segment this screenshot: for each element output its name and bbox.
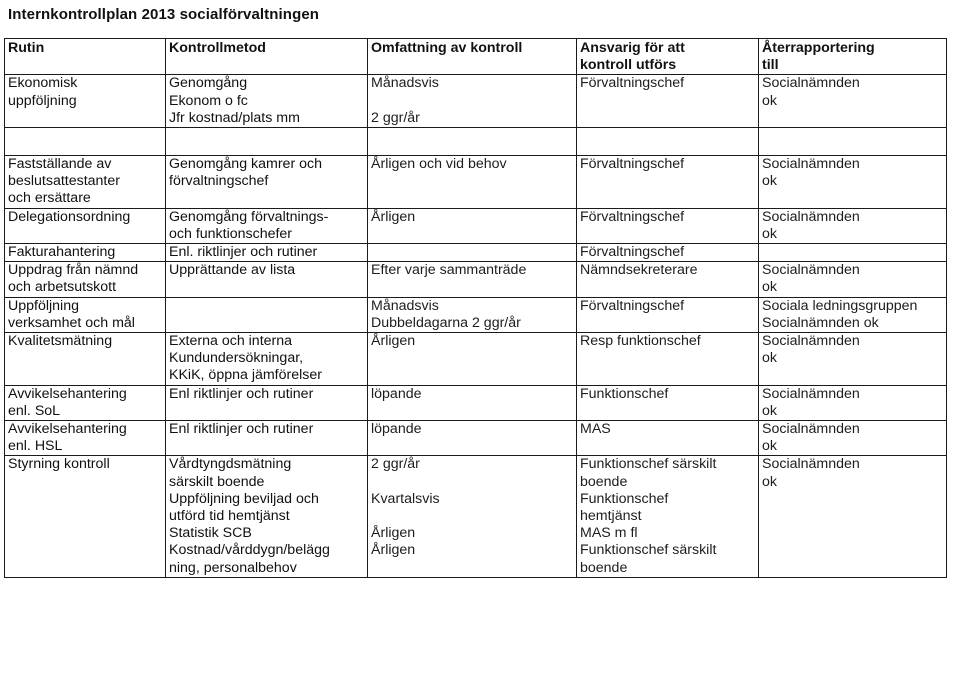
table-row — [5, 456, 947, 577]
cell-text: ok — [762, 173, 777, 190]
cell-kontrollmetod — [166, 156, 368, 209]
cell-omfattning — [368, 75, 577, 128]
cell-kontrollmetod — [166, 208, 368, 243]
table-row — [5, 385, 947, 420]
header-text: Omfattning av kontroll — [371, 40, 523, 56]
cell-text: Genomgång kamrer och — [169, 156, 322, 173]
cell-text: enl. SoL — [8, 402, 61, 419]
table-row — [5, 208, 947, 243]
cell-rutin — [5, 456, 166, 577]
cell-omfattning — [368, 456, 577, 577]
cell-kontrollmetod — [166, 244, 368, 262]
cell-rutin — [5, 333, 166, 386]
cell-text: ok — [762, 92, 777, 109]
cell-text: ok — [762, 402, 777, 419]
cell-text: Socialnämnden — [762, 156, 860, 173]
header-rutin — [5, 39, 166, 75]
table-row — [5, 75, 947, 128]
cell-text: Årligen — [371, 208, 416, 225]
cell-text: Socialnämnden — [762, 333, 860, 350]
cell-omfattning — [368, 156, 577, 209]
cell-omfattning — [368, 333, 577, 386]
cell-text: och funktionschefer — [169, 225, 293, 242]
cell-text: utförd tid hemtjänst — [169, 508, 290, 525]
table-row — [5, 421, 947, 456]
cell-omfattning — [368, 244, 577, 262]
cell-text: Ekonom o fc — [169, 92, 248, 109]
cell-text: Socialnämnden — [762, 385, 860, 402]
cell-omfattning — [368, 208, 577, 243]
cell-text: Vårdtyngdsmätning — [169, 456, 292, 473]
cell-text: verksamhet och mål — [8, 314, 135, 331]
cell-text: Förvaltningschef — [580, 208, 685, 225]
cell-text: Enl. riktlinjer och rutiner — [169, 244, 318, 261]
header-text: Ansvarig för att — [580, 40, 685, 56]
table-row — [5, 244, 947, 262]
cell-text: ok — [762, 279, 777, 296]
cell-ansvarig — [577, 297, 759, 332]
header-aterrapportering — [759, 39, 947, 75]
cell-text: särskilt boende — [169, 473, 265, 490]
cell-text: 2 ggr/år — [371, 109, 420, 126]
cell-omfattning — [368, 421, 577, 456]
cell-text: Kvalitetsmätning — [8, 333, 113, 350]
cell-text: 2 ggr/år — [371, 456, 420, 473]
cell-text: Resp funktionschef — [580, 333, 701, 350]
table-row — [5, 333, 947, 386]
cell-text: Kvartalsvis — [371, 490, 440, 507]
cell-text: Styrning kontroll — [8, 456, 110, 473]
cell-text: Jfr kostnad/plats mm — [169, 109, 300, 126]
cell-rutin — [5, 297, 166, 332]
cell-kontrollmetod — [166, 385, 368, 420]
header-text: kontroll utförs — [580, 57, 677, 74]
cell-omfattning — [368, 262, 577, 297]
cell-text — [371, 244, 573, 261]
cell-ansvarig — [577, 456, 759, 577]
cell-aterrapportering — [759, 456, 947, 577]
header-kontrollmetod — [166, 39, 368, 75]
cell-text: Förvaltningschef — [580, 75, 685, 92]
cell-rutin — [5, 385, 166, 420]
cell-text: löpande — [371, 385, 422, 402]
cell-rutin — [5, 244, 166, 262]
cell-text: Ekonomisk — [8, 75, 78, 92]
cell-rutin — [5, 208, 166, 243]
cell-aterrapportering — [759, 75, 947, 128]
cell-text: Socialnämnden — [762, 456, 860, 473]
cell-aterrapportering — [759, 156, 947, 209]
cell-text: Enl riktlinjer och rutiner — [169, 421, 314, 438]
cell-text: Månadsvis — [371, 75, 439, 92]
empty-cell — [759, 128, 947, 156]
cell-text: Dubbeldagarna 2 ggr/år — [371, 314, 521, 331]
cell-text: Genomgång — [169, 75, 248, 92]
cell-aterrapportering — [759, 297, 947, 332]
cell-text: Enl riktlinjer och rutiner — [169, 385, 314, 402]
cell-text: Avvikelsehantering — [8, 385, 127, 402]
header-text: Kontrollmetod — [169, 40, 266, 56]
table-row — [5, 156, 947, 209]
header-omfattning — [368, 39, 577, 75]
cell-aterrapportering — [759, 421, 947, 456]
cell-rutin — [5, 262, 166, 297]
cell-text: KKiK, öppna jämförelser — [169, 367, 322, 384]
cell-aterrapportering — [759, 244, 947, 262]
cell-text: Funktionschef — [580, 490, 669, 507]
cell-ansvarig — [577, 156, 759, 209]
cell-text: boende — [580, 559, 628, 576]
header-ansvarig — [577, 39, 759, 75]
cell-text: ok — [762, 438, 777, 455]
cell-aterrapportering — [759, 333, 947, 386]
cell-aterrapportering — [759, 385, 947, 420]
cell-text: ning, personalbehov — [169, 559, 297, 576]
cell-aterrapportering — [759, 208, 947, 243]
cell-text: enl. HSL — [8, 438, 63, 455]
cell-text: Uppföljning beviljad och — [169, 490, 319, 507]
cell-text: MAS — [580, 421, 611, 438]
cell-text: MAS m fl — [580, 525, 638, 542]
cell-text — [762, 244, 943, 261]
cell-ansvarig — [577, 385, 759, 420]
cell-text: uppföljning — [8, 92, 77, 109]
cell-text: Socialnämnden ok — [762, 314, 879, 331]
empty-cell — [5, 128, 166, 156]
control-plan-table — [4, 38, 947, 578]
cell-text: Kundundersökningar, — [169, 350, 304, 367]
cell-text — [169, 298, 364, 315]
table-row — [5, 262, 947, 297]
header-text: Rutin — [8, 40, 45, 56]
cell-text: och ersättare — [8, 190, 91, 207]
cell-text: Socialnämnden — [762, 421, 860, 438]
cell-text: Funktionschef särskilt — [580, 542, 717, 559]
cell-text — [8, 110, 162, 127]
cell-text: ok — [762, 225, 777, 242]
cell-text: Avvikelsehantering — [8, 421, 127, 438]
cell-text: Förvaltningschef — [580, 297, 685, 314]
table-header-row — [5, 39, 947, 75]
cell-kontrollmetod — [166, 297, 368, 332]
spacer-row — [5, 128, 947, 156]
cell-text: ok — [762, 473, 777, 490]
cell-kontrollmetod — [166, 75, 368, 128]
cell-text: Genomgång förvaltnings- — [169, 208, 329, 225]
cell-text: Årligen och vid behov — [371, 156, 507, 173]
cell-text: löpande — [371, 421, 422, 438]
cell-text — [371, 474, 573, 491]
cell-text: Externa och interna — [169, 333, 293, 350]
cell-text: Delegationsordning — [8, 208, 131, 225]
cell-text: Upprättande av lista — [169, 262, 296, 279]
cell-text: Socialnämnden — [762, 262, 860, 279]
cell-text: Kostnad/vårddygn/belägg — [169, 542, 330, 559]
cell-kontrollmetod — [166, 262, 368, 297]
page-title: Internkontrollplan 2013 socialförvaltningen — [8, 6, 320, 23]
cell-text: Efter varje sammanträde — [371, 262, 527, 279]
cell-rutin — [5, 75, 166, 128]
cell-text — [371, 93, 573, 110]
header-text: Återrapportering — [762, 40, 875, 56]
cell-text: Statistik SCB — [169, 525, 252, 542]
cell-text: Månadsvis — [371, 297, 439, 314]
cell-text: och arbetsutskott — [8, 279, 117, 296]
empty-cell — [577, 128, 759, 156]
cell-aterrapportering — [759, 262, 947, 297]
cell-omfattning — [368, 385, 577, 420]
cell-text: förvaltningschef — [169, 173, 269, 190]
table-row — [5, 297, 947, 332]
cell-text: hemtjänst — [580, 508, 642, 525]
cell-text: Årligen — [371, 333, 416, 350]
cell-rutin — [5, 421, 166, 456]
cell-kontrollmetod — [166, 456, 368, 577]
cell-text: Uppföljning — [8, 297, 79, 314]
header-text: till — [762, 57, 779, 74]
cell-text: boende — [580, 473, 628, 490]
cell-text — [371, 508, 573, 525]
cell-text: Förvaltningschef — [580, 244, 685, 261]
cell-text: Socialnämnden — [762, 75, 860, 92]
cell-ansvarig — [577, 333, 759, 386]
cell-ansvarig — [577, 262, 759, 297]
cell-text: Funktionschef särskilt — [580, 456, 717, 473]
cell-kontrollmetod — [166, 333, 368, 386]
cell-ansvarig — [577, 244, 759, 262]
cell-text: Årligen — [371, 525, 416, 542]
cell-text: Sociala ledningsgruppen — [762, 297, 918, 314]
cell-text: Socialnämnden — [762, 208, 860, 225]
cell-ansvarig — [577, 75, 759, 128]
cell-text: Funktionschef — [580, 385, 669, 402]
cell-ansvarig — [577, 208, 759, 243]
cell-text: Förvaltningschef — [580, 156, 685, 173]
cell-text: Fakturahantering — [8, 244, 116, 261]
cell-omfattning — [368, 297, 577, 332]
cell-kontrollmetod — [166, 421, 368, 456]
cell-rutin — [5, 156, 166, 209]
cell-text: Nämndsekreterare — [580, 262, 698, 279]
cell-text: beslutsattestanter — [8, 173, 120, 190]
empty-cell — [166, 128, 368, 156]
cell-text: Fastställande av — [8, 156, 112, 173]
cell-text: ok — [762, 350, 777, 367]
cell-text: Uppdrag från nämnd — [8, 262, 139, 279]
empty-cell — [368, 128, 577, 156]
cell-ansvarig — [577, 421, 759, 456]
cell-text: Årligen — [371, 542, 416, 559]
